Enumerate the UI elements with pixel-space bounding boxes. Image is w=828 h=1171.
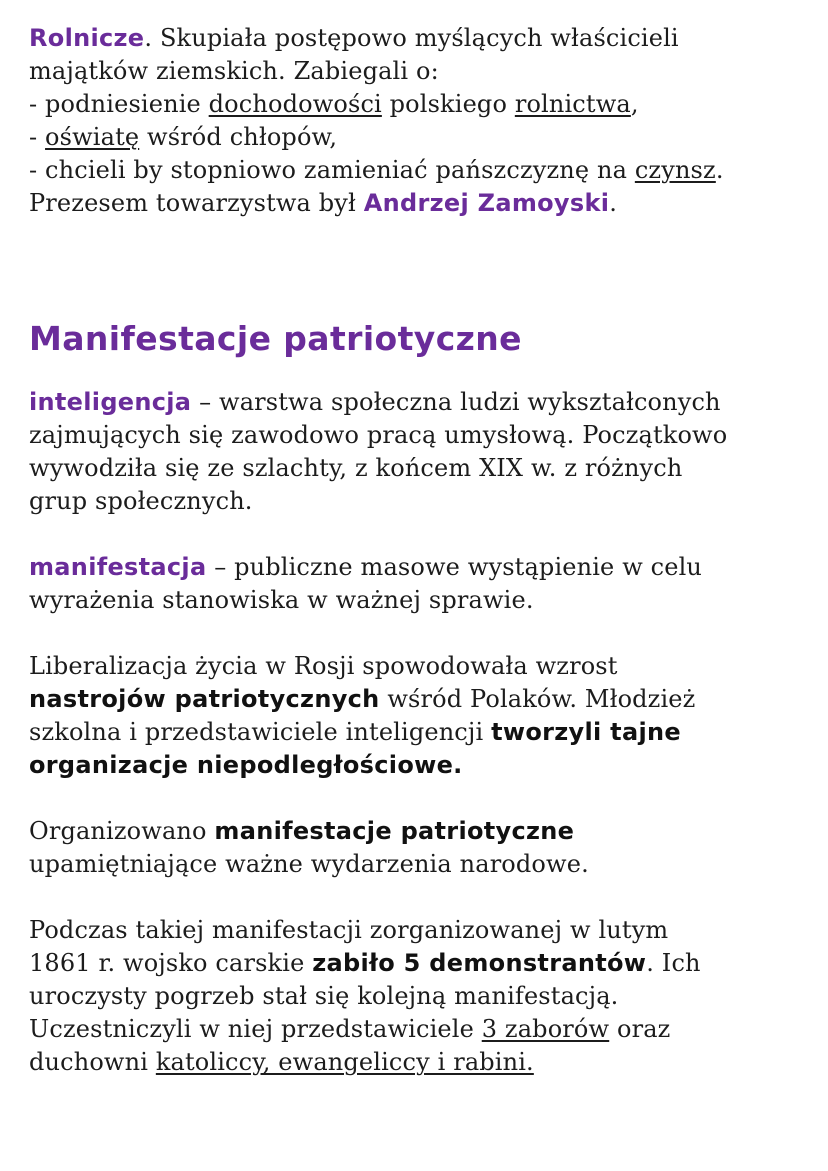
rolnicze-term: Rolnicze: [29, 24, 145, 52]
manifestacja-definition-start: – publiczne masowe wystąpienie w celu: [206, 553, 703, 581]
bullet-prefix: - podniesienie: [29, 90, 209, 118]
manifestacja-term: manifestacja: [29, 553, 207, 581]
podczas-text: . Ich: [646, 949, 701, 977]
bold-organizacje: organizacje niepodległościowe.: [29, 751, 463, 779]
manifestacja-line-1: [29, 551, 819, 584]
rolnicze-definition-start: . Skupiała postępowo myślących właścicieli: [144, 24, 679, 52]
liberalizacja-line-3: [29, 716, 819, 749]
podczas-line-1: Podczas takiej manifestacji zorganizowanej w lutym: [29, 916, 669, 944]
manifestacja-line-2: wyrażenia stanowiska w ważnej sprawie.: [29, 586, 534, 614]
inteligencja-definition-start: – warstwa społeczna ludzi wykształconych: [191, 388, 721, 416]
organizowano-line-1: [29, 815, 819, 848]
organizowano-line-2: upamiętniające ważne wydarzenia narodowe.: [29, 850, 589, 878]
underlined-rolnictwa: rolnictwa: [514, 90, 631, 118]
rolnicze-paragraph: [29, 22, 819, 220]
document-page: [29, 22, 819, 1079]
underlined-dochodowosci: dochodowości: [208, 90, 382, 118]
liberalizacja-line-1: Liberalizacja życia w Rosji spowodowała wzrost: [29, 652, 618, 680]
bullet-text: wśród chłopów,: [139, 123, 338, 151]
spacer: [29, 617, 819, 650]
bullet-dochodowosc: [29, 88, 819, 121]
underlined-zabory: 3 zaborów: [481, 1015, 610, 1043]
inteligencja-line-1: [29, 386, 819, 419]
bold-zabilo: zabiło 5 demonstrantów: [312, 949, 647, 977]
spacer: [29, 782, 819, 815]
spacer: [29, 359, 819, 386]
bullet-text: polskiego: [381, 90, 515, 118]
spacer: [29, 220, 819, 319]
president-end: .: [609, 189, 618, 217]
manifestacja-paragraph: [29, 551, 819, 617]
inteligencja-line-2: zajmujących się zawodowo pracą umysłową. Początkowo: [29, 421, 728, 449]
bullet-text: - chcieli by stopniowo zamieniać pańszczyznę na: [29, 156, 635, 184]
bold-nastroje: nastrojów patriotycznych: [29, 685, 380, 713]
podczas-text: duchowni: [29, 1048, 156, 1076]
inteligencja-term: inteligencja: [29, 388, 192, 416]
podczas-line-3: uroczysty pogrzeb stał się kolejną manifestacją.: [29, 982, 619, 1010]
bold-tworzyli: tworzyli tajne: [491, 718, 681, 746]
liberalizacja-text: wśród Polaków. Młodzież: [379, 685, 696, 713]
podczas-line-4: [29, 1013, 819, 1046]
podczas-text: oraz: [609, 1015, 671, 1043]
podczas-text: 1861 r. wojsko carskie: [29, 949, 313, 977]
bullet-end: ,: [630, 90, 639, 118]
spacer: [29, 518, 819, 551]
section-heading: Manifestacje patriotyczne: [29, 319, 522, 358]
inteligencja-line-3: wywodziła się ze szlachty, z końcem XIX w. z różnych: [29, 454, 683, 482]
rolnicze-line-2: majątków ziemskich. Zabiegali o:: [29, 57, 439, 85]
liberalizacja-line-2: [29, 683, 819, 716]
president-text: Prezesem towarzystwa był: [29, 189, 364, 217]
rolnicze-president-line: [29, 187, 819, 220]
podczas-line-2: [29, 947, 819, 980]
spacer: [29, 881, 819, 914]
bold-manifestacje: manifestacje patriotyczne: [214, 817, 575, 845]
podczas-text: Uczestniczyli w niej przedstawiciele: [29, 1015, 482, 1043]
bullet-prefix: -: [29, 123, 46, 151]
inteligencja-paragraph: [29, 386, 819, 518]
underlined-oswiate: oświatę: [45, 123, 140, 151]
podczas-line-5: [29, 1046, 819, 1079]
bullet-end: .: [715, 156, 724, 184]
organizowano-text: Organizowano: [29, 817, 215, 845]
podczas-paragraph: [29, 914, 819, 1079]
bullet-czynsz: [29, 154, 819, 187]
liberalizacja-paragraph: [29, 650, 819, 782]
president-name: Andrzej Zamoyski: [363, 189, 610, 217]
underlined-duchowni: katoliccy, ewangeliccy i rabini.: [155, 1048, 534, 1076]
organizowano-paragraph: [29, 815, 819, 881]
liberalizacja-text: szkolna i przedstawiciele inteligencji: [29, 718, 492, 746]
inteligencja-line-4: grup społecznych.: [29, 487, 253, 515]
bullet-oswiata: [29, 121, 819, 154]
rolnicze-line-1: [29, 22, 819, 55]
underlined-czynsz: czynsz: [634, 156, 716, 184]
